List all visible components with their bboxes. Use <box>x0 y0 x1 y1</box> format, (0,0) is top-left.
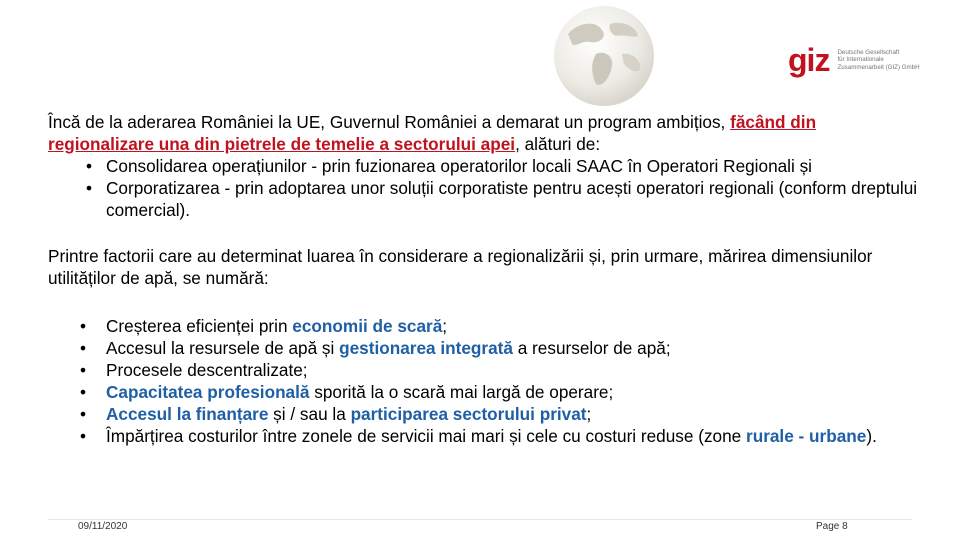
logo-line: Deutsche Gesellschaft <box>837 48 900 56</box>
factor-emphasis: economii de scară <box>292 316 443 336</box>
factor-emphasis: gestionarea integrată <box>339 338 513 358</box>
factor-text: Împărțirea costurilor între zonele de servicii mai mari și cele cu costuri reduse (zone <box>106 426 746 446</box>
intro-bullet: • Consolidarea operațiunilor - prin fuzionarea operatorilor locali SAAC în Operatori Regionali și <box>106 155 918 177</box>
factors-list <box>48 315 918 447</box>
factor-item <box>106 403 918 425</box>
factor-item <box>106 315 918 337</box>
intro-paragraph <box>48 111 918 155</box>
intro-bullet-list <box>48 155 918 221</box>
factor-text: a resurselor de apă; <box>512 338 671 358</box>
intro-highlight: făcând din regionalizare una din pietrele de temelie a sectorului apei <box>48 112 817 154</box>
factor-text: ; <box>442 316 448 336</box>
factor-text: Creșterea eficienței prin <box>106 316 293 336</box>
slide-body <box>48 111 918 447</box>
intro-text-after: , alături de: <box>515 134 601 154</box>
giz-logo-mark: giz <box>788 42 830 78</box>
footer-divider <box>48 519 912 520</box>
giz-logo <box>788 44 920 76</box>
logo-line: Zusammenarbeit (GIZ) GmbH <box>837 63 920 71</box>
globe-graphic <box>538 4 670 108</box>
intro-bullet: • Corporatizarea - prin adoptarea unor soluții corporatiste pentru acești operatori regionali (conform dreptului comercial). <box>106 177 918 221</box>
factor-text: ). <box>866 426 877 446</box>
factor-emphasis: Capacitatea profesională <box>106 382 310 402</box>
factor-item <box>106 359 918 381</box>
logo-line: für Internationale <box>837 56 884 64</box>
intro-text-before: Încă de la aderarea României la UE, Guvernul României a demarat un program ambițios, <box>48 112 731 132</box>
factor-item <box>106 337 918 359</box>
factor-text: și / sau la <box>268 404 351 424</box>
factor-emphasis: participarea sectorului privat <box>350 404 587 424</box>
factor-text: sporită la o scară mai largă de operare; <box>309 382 614 402</box>
giz-logo-text <box>837 49 919 71</box>
factor-item <box>106 381 918 403</box>
factor-text: Accesul la resursele de apă și <box>106 338 340 358</box>
factor-emphasis: rurale - urbane <box>746 426 867 446</box>
factor-emphasis: Accesul la finanțare <box>106 404 269 424</box>
factors-paragraph: Printre factorii care au determinat luarea în considerare a regionalizării și, prin urmare, mărirea dimensiunilor utilităților de apă, se numără: <box>48 246 873 288</box>
factor-text: ; <box>586 404 592 424</box>
footer-date: 09/11/2020 <box>78 521 128 532</box>
factor-text: Procesele descentralizate; <box>106 360 308 380</box>
page-number: Page 8 <box>816 521 848 532</box>
factor-item <box>106 425 918 447</box>
